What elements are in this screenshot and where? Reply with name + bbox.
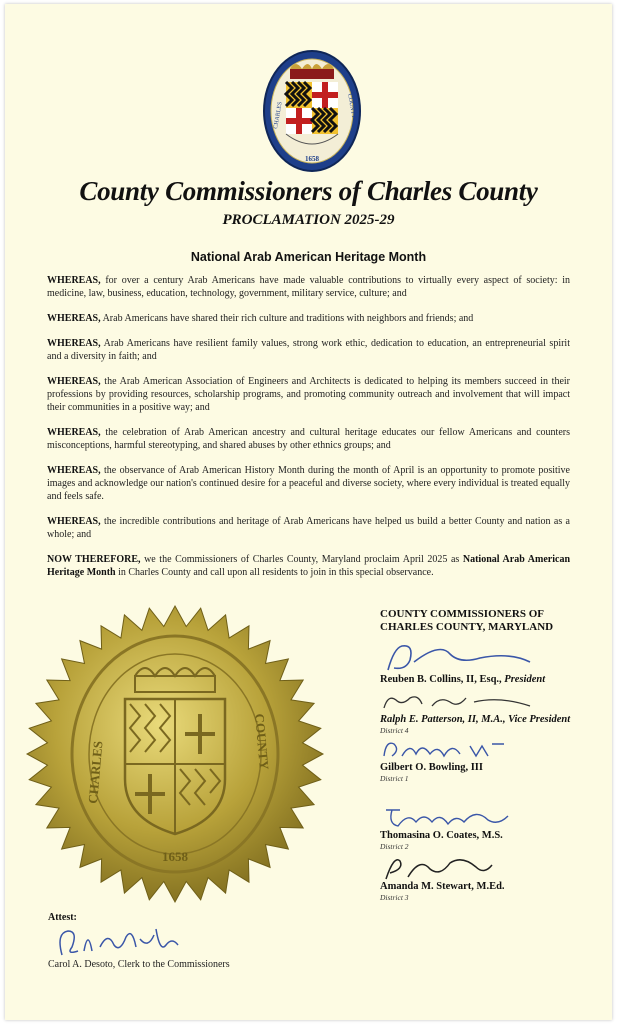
seal-top-year: 1658 — [305, 155, 319, 163]
now-therefore-paragraph: NOW THEREFORE, we the Commissioners of Charles County, Maryland proclaim April 2025 as National Arab American Heritage Month in Charles County and call upon all residents to join in this special observance. — [47, 554, 570, 578]
document-title: County Commissioners of Charles County — [79, 176, 538, 206]
attest-label: Attest: — [48, 912, 77, 923]
signer-name: Reuben B. Collins, II, Esq., — [380, 674, 505, 685]
whereas-paragraph: WHEREAS, the Arab American Association of Engineers and Architects is dedicated to helping its members succeed in their professions by providing resources, scholarship programs, and promoting community outreach and involvement that will impact their communities in a positive way; and — [47, 376, 570, 413]
gold-seal-left-text: CHARLES — [85, 740, 106, 805]
whereas-paragraph: WHEREAS, the celebration of Arab American ancestry and cultural heritage educates our fellow Americans and counters misconceptions, harmful stereotyping, and shared abuses by other ethnics groups; and — [47, 427, 570, 451]
proclamation-document — [5, 4, 612, 1020]
signature-bowling-image — [380, 738, 520, 762]
proclamation-body — [47, 274, 570, 591]
county-seal-logo — [262, 49, 362, 174]
whereas-paragraph: WHEREAS, Arab Americans have resilient family values, strong work ethic, dedication to education, an entrepreneurial spirit and a diversity in faith; and — [47, 338, 570, 362]
signature-stewart-image — [380, 853, 500, 881]
signer-bowling — [380, 738, 610, 783]
signer-district: District 2 — [380, 842, 409, 851]
whereas-paragraph: WHEREAS, the observance of Arab American History Month during the month of April is an opportunity to promote positive images and acknowledge our nation's continued desire for a peaceful and diverse society, where every individual is treated equally and feels safe. — [47, 465, 570, 502]
signature-coates-image — [380, 804, 520, 830]
signature-patterson-image — [380, 692, 550, 714]
signer-title: President — [504, 674, 546, 685]
signer-coates — [380, 804, 610, 851]
signer-name: Amanda M. Stewart, M.Ed. — [380, 881, 505, 892]
org-name-line-1: COUNTY COMMISSIONERS OF — [380, 608, 544, 620]
signer-collins — [380, 640, 610, 686]
whereas-paragraph: WHEREAS, the incredible contributions and heritage of Arab Americans have helped us build a better County and nation as a whole; and — [47, 516, 570, 540]
gold-seal-right-text: COUNTY — [252, 712, 272, 771]
whereas-paragraph: WHEREAS, for over a century Arab Americans have made valuable contributions to virtually every aspect of society: in medicine, law, business, education, technology, government, military service, culture; and — [47, 275, 570, 299]
seal-top-right-text: COUNTY — [346, 93, 357, 119]
signature-collins-image — [380, 640, 540, 674]
attest-block — [48, 912, 308, 970]
signer-name: Gilbert O. Bowling, III — [380, 762, 483, 773]
signer-district: District 1 — [380, 774, 409, 783]
clerk-name: Carol A. Desoto, Clerk to the Commissioners — [48, 959, 230, 970]
proclamation-number: PROCLAMATION 2025-29 — [222, 212, 395, 228]
signature-clerk-image — [48, 923, 188, 959]
seal-top-left-text: CHARLES — [273, 101, 284, 130]
signer-name: Ralph E. Patterson, II, M.A., Vice President — [380, 714, 571, 725]
gold-seal-year: 1658 — [162, 849, 188, 864]
signer-stewart — [380, 853, 610, 902]
signature-block — [380, 608, 610, 902]
org-name-line-2: CHARLES COUNTY, MARYLAND — [380, 621, 554, 633]
signer-district: District 4 — [380, 726, 409, 735]
signer-district: District 3 — [380, 893, 409, 902]
proclamation-heading: National Arab American Heritage Month — [190, 250, 427, 264]
whereas-paragraph: WHEREAS, Arab Americans have shared their rich culture and traditions with neighbors and friends; and — [47, 313, 474, 324]
signer-patterson — [380, 692, 610, 735]
gold-foil-seal — [25, 604, 325, 904]
signer-name: Thomasina O. Coates, M.S. — [380, 830, 503, 841]
